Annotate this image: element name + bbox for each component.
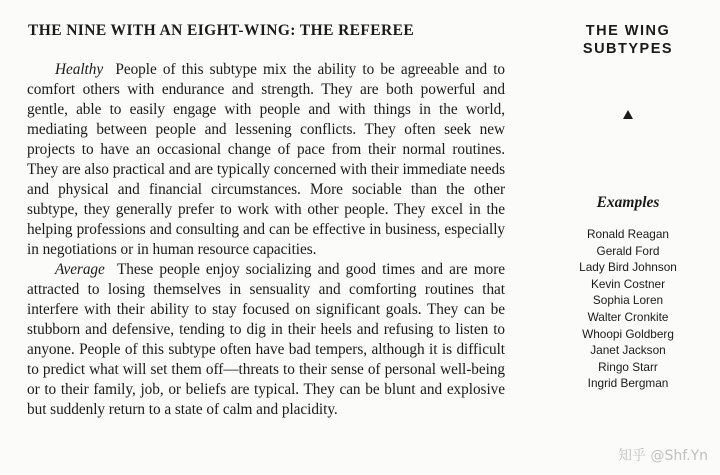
section-lead: Healthy bbox=[55, 61, 104, 78]
section-body: People of this subtype mix the ability to be agreeable and to comfort others with endurance and strength. They are both powerful and gentle, able to easily engage with people and with things in the world, mediating between people and lessening conflicts. They often seek new projects to have an occasional change of pace from their normal routines. They are also practical and are typically concerned with their immediate needs and physical and financial circumstances. More sociable than the other subtype, they generally prefer to work with other people. They excel in the helping professions and consulting and can be effective in business, especially in negotiations or in human resource capacities. bbox=[27, 61, 505, 258]
example-name: Kevin Costner bbox=[590, 276, 666, 291]
sidebar bbox=[556, 22, 700, 392]
triangle-icon bbox=[623, 110, 633, 119]
example-name: Sophia Loren bbox=[592, 293, 664, 308]
example-name: Ingrid Bergman bbox=[587, 376, 669, 391]
example-name: Ringo Starr bbox=[598, 359, 658, 374]
sidebar-heading bbox=[556, 22, 700, 58]
section-average bbox=[27, 260, 505, 420]
watermark: 知乎 @Shf.Yn bbox=[618, 448, 708, 464]
example-name: Lady Bird Johnson bbox=[579, 260, 677, 275]
section-body: These people enjoy socializing and good times and are more attracted to losing themselves in sensuality and comforting routines that interfere with their ability to stay focused on significant goals. They can be stubborn and defensive, tending to dig in their heels and refusing to listen to anyone. People of this subtype often have bad tempers, although it is difficult to predict what will set them off—threats to their sense of personal well-being or to their family, job, or beliefs are typical. They can be blunt and explosive but suddenly return to a state of calm and placidity. bbox=[27, 261, 505, 418]
example-name: Whoopi Goldberg bbox=[582, 326, 674, 341]
examples-list bbox=[556, 226, 700, 392]
example-name: Walter Cronkite bbox=[587, 309, 669, 324]
sidebar-heading-line: THE WING bbox=[585, 23, 671, 39]
example-name: Janet Jackson bbox=[590, 343, 666, 358]
example-name: Gerald Ford bbox=[596, 243, 660, 258]
example-name: Ronald Reagan bbox=[587, 227, 669, 241]
examples-heading: Examples bbox=[596, 194, 660, 211]
section-healthy bbox=[27, 60, 505, 260]
page-title: THE NINE WITH AN EIGHT-WING: THE REFEREE bbox=[28, 22, 415, 39]
main-text bbox=[27, 60, 505, 420]
sidebar-heading-line: SUBTYPES bbox=[582, 41, 674, 57]
section-lead: Average bbox=[55, 261, 105, 278]
